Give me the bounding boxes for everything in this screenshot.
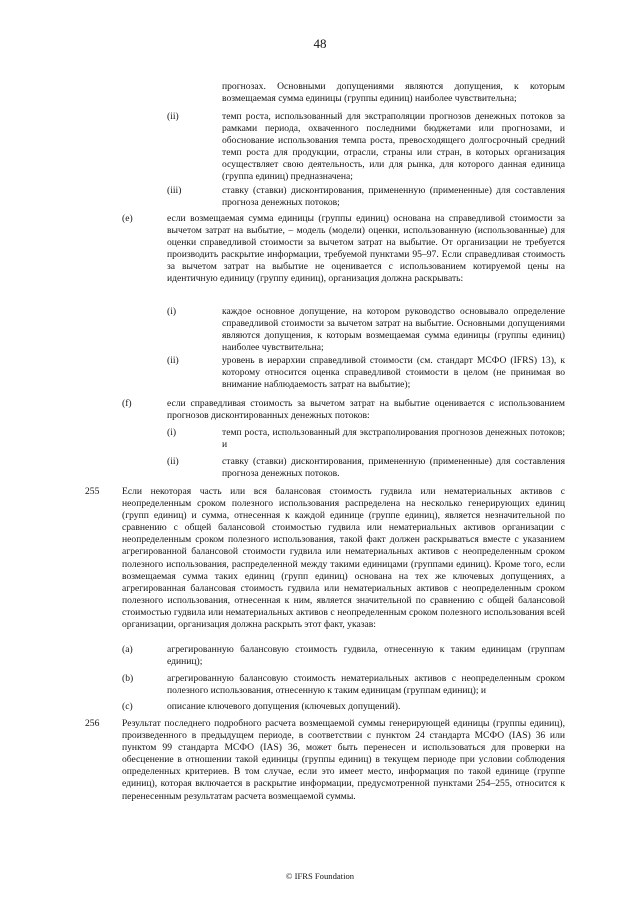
item-label-f: (f)	[122, 398, 132, 409]
item-ii-text: темп роста, использованный для экстраполяции прогнозов денежных потоков за рамками периода, охваченного последними бюджетами или прогнозами, и обоснование использования темпа роста, превосходящего долгосрочный средний темп роста для продукции, отрасли, страны или стран, в которых организация осуществляет свою деятельность, или для рынка, для которого данная единица (группа единиц) предназначена;	[222, 111, 565, 183]
item-e-text: если возмещаемая сумма единицы (группы единиц) основана на справедливой стоимости за вычетом затрат на выбытие, – модель (модели) оценки, использованную (использованные) для оценки справедливой стоимости за вычетом затрат на выбытие. От организации не требуется производить раскрытие информации, требуемой пунктами 95–97. Если справедливая стоимость за вычетом затрат на выбытие не оценивается с использованием котируемой цены на идентичную единицу (группу единиц), организация должна раскрывать:	[167, 213, 565, 285]
paragraph-number-256: 256	[85, 718, 100, 729]
item-b-text: агрегированную балансовую стоимость нематериальных активов с неопределенным сроком полезного использования, отнесенную к таким единицам (группам единиц); и	[167, 673, 565, 697]
item-c-text: описание ключевого допущения (ключевых допущений).	[167, 701, 401, 712]
item-label-e-i: (i)	[167, 306, 177, 317]
item-label-c: (c)	[122, 701, 133, 712]
item-label-f-ii: (ii)	[167, 456, 179, 467]
item-label-iii: (iii)	[167, 185, 182, 196]
paragraph-255-text: Если некоторая часть или вся балансовая стоимость гудвила или нематериальных активов с неопределенным сроком полезного использования распределена на несколько генерирующих единиц (групп единиц) и сумма, отнесенная к каждой единице (группе единиц), является незначительной по сравнению с общей балансовой стоимостью гудвила или нематериальных активов организации с неопределенным сроком полезного использования, такой факт должен раскрываться вместе с указанием агрегированной балансовой стоимости гудвила или нематериальных активов с неопределенным сроком полезного использования, распределенной между такими единицами (группами единиц). Кроме того, если возмещаемая сумма таких единиц (групп единиц) основана на тех же ключевых допущениях, а агрегированная балансовая стоимость гудвила или нематериальных активов с неопределенным сроком полезного использования, отнесенная к ним, является значительной по сравнению с общей балансовой стоимостью гудвила или нематериальных активов с неопределенным сроком полезного использования всей организации, организация должна раскрыть этот факт, указав:	[122, 486, 565, 631]
continuation-paragraph: прогнозах. Основными допущениями являются допущения, к которым возмещаемая сумма единицы (группы единиц) наиболее чувствительна;	[222, 81, 565, 105]
page-number: 48	[313, 36, 327, 51]
item-f-i-text: темп роста, использованный для экстраполирования прогнозов денежных потоков; и	[222, 427, 565, 451]
item-e-ii-text: уровень в иерархии справедливой стоимости (см. стандарт МСФО (IFRS) 13), к которому относится оценка справедливой стоимости в целом (не принимая во внимание наблюдаемость затрат на выбытие);	[222, 355, 565, 391]
paragraph-256-text: Результат последнего подробного расчета возмещаемой суммы генерирующей единицы (группы единиц), произведенного в предыдущем периоде, в соответствии с пунктом 24 стандарта МСФО (IAS) 36 или пунктом 99 стандарта МСФО (IAS) 36, может быть перенесен и использоваться для проверки на обесценение в отношении такой единицы (группы единиц) в текущем периоде при условии соблюдения определенных критериев. В том случае, если это имеет место, информация по такой единице (группе единиц), которая включается в раскрытие информации, предусмотренной пунктами 254–255, относится к перенесенным результатам расчета возмещаемой суммы.	[122, 718, 565, 802]
item-label-a: (a)	[122, 644, 133, 655]
item-label-b: (b)	[122, 673, 134, 684]
item-iii-text: ставку (ставки) дисконтирования, примененную (примененные) для составления прогноза денежных потоков;	[222, 185, 565, 209]
item-label-e: (e)	[122, 213, 133, 224]
item-label-e-ii: (ii)	[167, 355, 179, 366]
item-e-i-text: каждое основное допущение, на котором руководство основывало определение справедливой стоимости за вычетом затрат на выбытие. Основными допущениями являются допущения, к которым возмещаемая сумма единицы (группы единиц) наиболее чувствительна;	[222, 306, 565, 354]
item-label-ii: (ii)	[167, 111, 179, 122]
footer-copyright: © IFRS Foundation	[285, 871, 355, 881]
item-a-text: агрегированную балансовую стоимость гудвила, отнесенную к таким единицам (группам единиц);	[167, 644, 565, 668]
item-label-f-i: (i)	[167, 427, 177, 438]
paragraph-number-255: 255	[85, 486, 100, 497]
item-f-ii-text: ставку (ставки) дисконтирования, примененную (примененные) для составления прогноза денежных потоков.	[222, 456, 565, 480]
item-f-text: если справедливая стоимость за вычетом затрат на выбытие оценивается с использованием прогнозов дисконтированных денежных потоков:	[167, 398, 565, 422]
